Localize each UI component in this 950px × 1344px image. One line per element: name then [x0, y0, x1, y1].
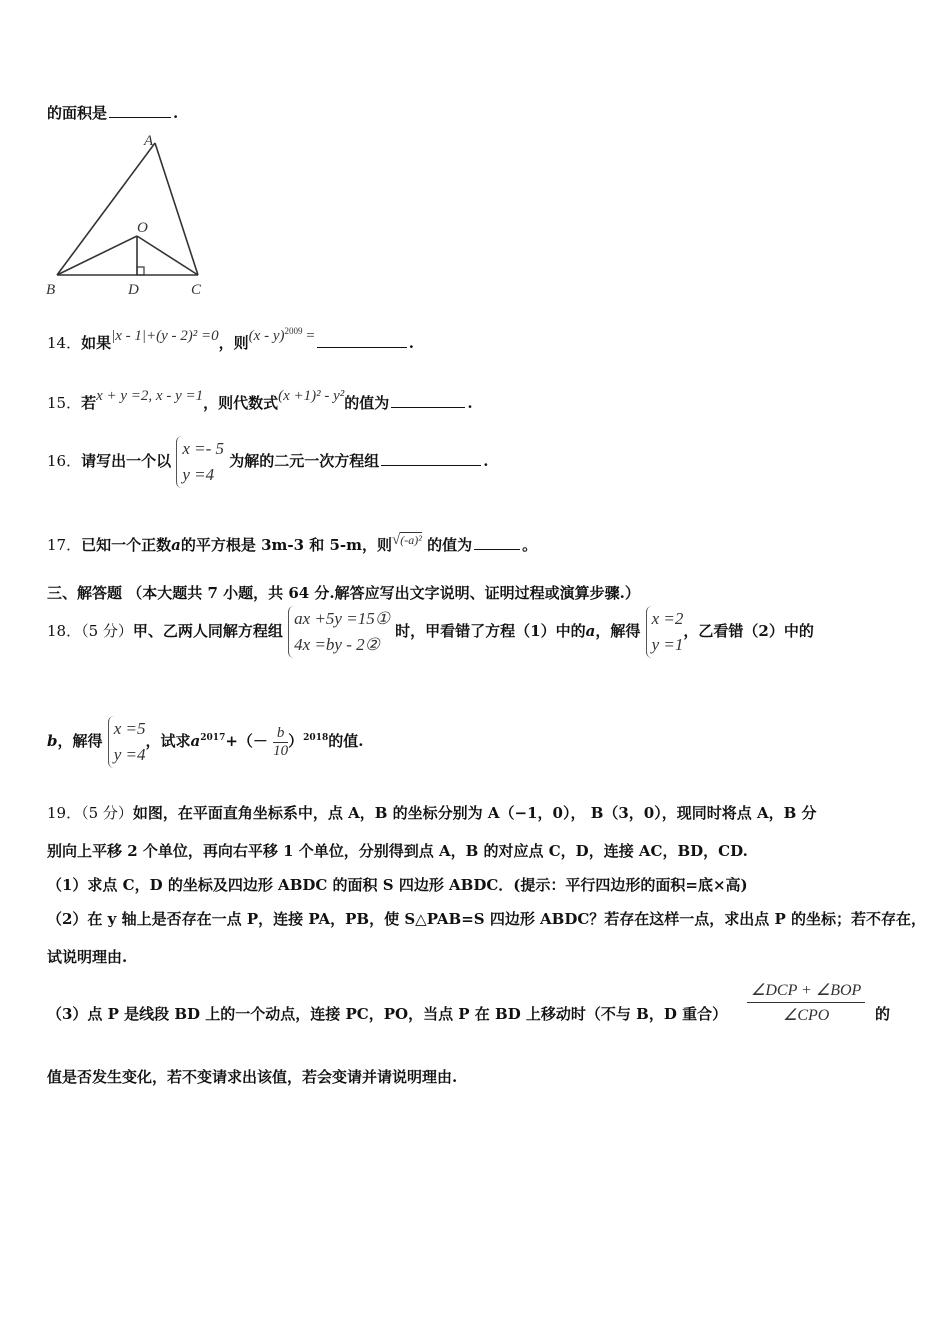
label-B: B [46, 282, 56, 298]
section-heading: 三、解答题 （本大题共 7 小题，共 64 分.解答应写出文字说明、证明过程或演算步骤.） [47, 584, 640, 602]
q15-expr2: (x +1)² - y² [278, 388, 345, 404]
label-A: A [144, 133, 154, 149]
answer-blank [317, 346, 407, 348]
answer-blank [474, 548, 520, 550]
q18-fraction: $\frac{b}{10}$ [273, 724, 289, 759]
q17-sqrt: √(-a)² [392, 532, 422, 548]
question-18-line-2: b，解得 x =5 y =4 ，试求$a^{2017}+(-$ $\frac{b}{10}$ ）$^{2018}$的值. [47, 716, 363, 768]
top-text: 的面积是 [47, 104, 108, 122]
question-18-line-1: 18．（5 分）甲、乙两人同解方程组 ax +5y =15① 4x =by - 2② 时，甲看错了方程（1）中的a，解得 x =2 y =1 ，乙看错（2）中的 [47, 606, 814, 658]
question-17: 17．已知一个正数a的平方根是 3m-3 和 5-m，则√(-a)² 的值为 。 [47, 532, 538, 554]
question-19-part-2b: 试说明理由. [47, 948, 128, 966]
q18-solution-1: x =2 y =1 [646, 606, 684, 658]
question-19-part-3b: 值是否发生变化，若不变请求出该值，若会变请并请说明理由. [47, 1068, 458, 1086]
top-line: 的面积是 . [47, 104, 179, 122]
q18-solution-2: x =5 y =4 [108, 716, 146, 768]
question-14: 14．如果|x - 1|+(y - 2)² =0，则(x - y)$^{2009}$ = . [47, 326, 414, 352]
label-D: D [128, 282, 139, 298]
question-19-part-1: （1）求点 C，D 的坐标及四边形 ABDC 的面积 S 四边形 ABDC．(提示：平行四边形的面积=底×高) [47, 876, 748, 894]
q14-expr1: |x - 1|+(y - 2)² =0 [111, 328, 219, 344]
question-19-line-2: 别向上平移 2 个单位，再向右平移 1 个单位，分别得到点 A，B 的对应点 C，D，连接 AC，BD，CD. [47, 842, 748, 860]
q16-solution-system: x =- 5 y =4 [176, 436, 224, 488]
question-19-line-1: 19．（5 分）如图，在平面直角坐标系中，点 A，B 的坐标分别为 A（−1，0）， B（3，0），现同时将点 A，B 分 [47, 804, 817, 822]
question-15: 15．若x + y =2, x - y =1，则代数式(x +1)² - y²的值为 . [47, 388, 473, 412]
label-C: C [191, 282, 202, 298]
question-19-part-3a: （3）点 P 是线段 BD 上的一个动点，连接 PC，PO，当点 P 在 BD 上移动时（不与 B，D 重合） ∠DCP + ∠BOP ∠CPO 的 [47, 982, 891, 1024]
answer-blank [391, 406, 465, 408]
question-16: 16．请写出一个以 x =- 5 y =4 为解的二元一次方程组 . [47, 436, 489, 488]
q18-system: ax +5y =15① 4x =by - 2② [288, 606, 390, 658]
question-19-part-2a: （2）在 y 轴上是否存在一点 P，连接 PA，PB，使 S△PAB=S 四边形 ABDC？若存在这样一点，求出点 P 的坐标；若不存在， [47, 910, 927, 928]
q14-expr2: (x - y) [248, 328, 285, 344]
triangle-figure [40, 128, 220, 300]
q15-expr1: x + y =2, x - y =1 [96, 388, 204, 404]
answer-blank [109, 116, 171, 118]
q19-fraction: ∠DCP + ∠BOP ∠CPO [747, 980, 865, 1025]
label-O: O [137, 220, 148, 236]
answer-blank [381, 464, 481, 466]
